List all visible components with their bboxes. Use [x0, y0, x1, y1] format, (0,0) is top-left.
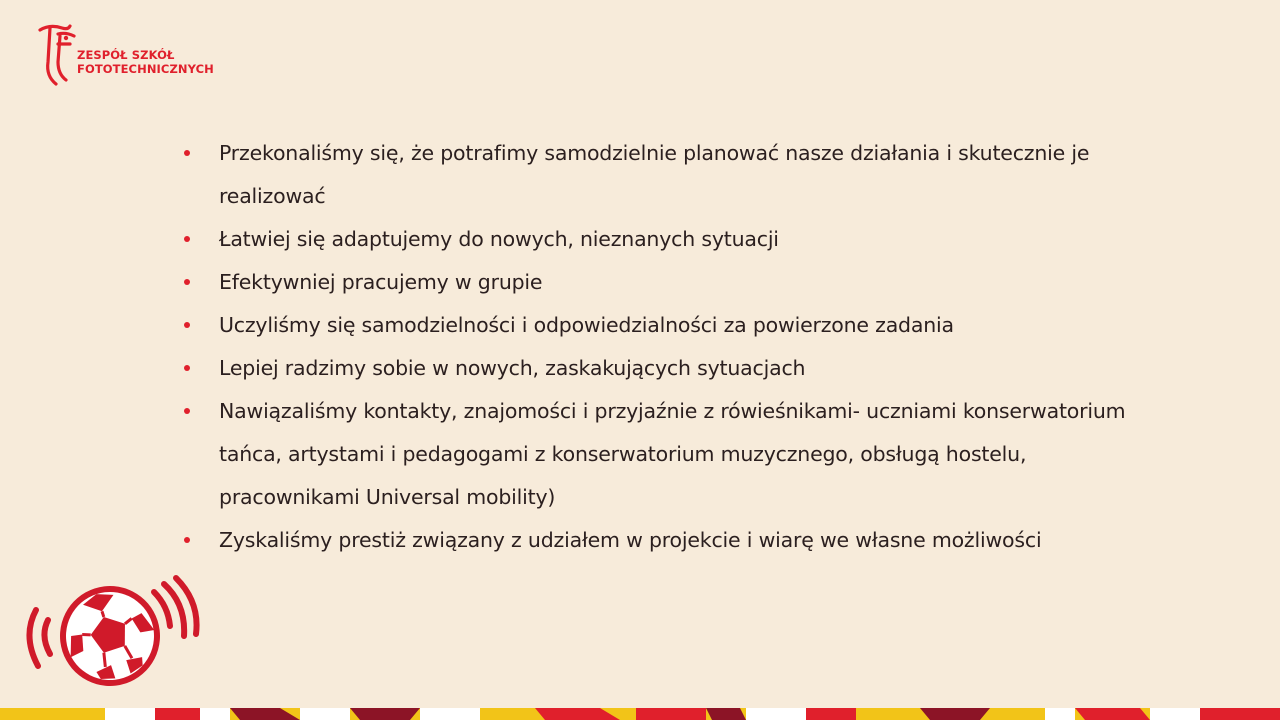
bullet-dot-icon [184, 365, 190, 371]
list-item [180, 304, 1160, 347]
list-item-text: Zyskaliśmy prestiż związany z udziałem w projekcie i wiarę we własne możliwości [219, 528, 1042, 552]
list-item [180, 218, 1160, 261]
soccer-ball-icon [14, 574, 206, 694]
list-item [180, 261, 1160, 304]
list-item-text: Uczyliśmy się samodzielności i odpowiedzialności za powierzone zadania [219, 313, 954, 337]
bullet-dot-icon [184, 279, 190, 285]
list-item-text: Efektywniej pracujemy w grupie [219, 270, 543, 294]
list-item [180, 347, 1160, 390]
bullet-dot-icon [184, 322, 190, 328]
list-item [180, 390, 1160, 519]
list-item-text: Nawiązaliśmy kontakty, znajomości i przyjaźnie z rówieśnikami- uczniami konserwatorium tańca, artystami i pedagogami z konserwatorium muzycznego, obsługą hostelu, pracownikami Universal mobility) [219, 399, 1126, 509]
list-item [180, 519, 1160, 562]
logo-line-2: FOTOTECHNICZNYCH [77, 62, 214, 76]
logo-line-1: ZESPÓŁ SZKÓŁ [77, 48, 175, 62]
logo-text [77, 48, 214, 76]
decorative-stripe [0, 708, 1280, 720]
list-item-text: Przekonaliśmy się, że potrafimy samodzielnie planować nasze działania i skutecznie je realizować [219, 141, 1090, 208]
bullet-dot-icon [184, 150, 190, 156]
school-logo [36, 22, 236, 92]
bullet-dot-icon [184, 236, 190, 242]
list-item-text: Lepiej radzimy sobie w nowych, zaskakujących sytuacjach [219, 356, 806, 380]
bullet-dot-icon [184, 408, 190, 414]
list-item-text: Łatwiej się adaptujemy do nowych, nieznanych sytuacji [219, 227, 779, 251]
bullet-dot-icon [184, 537, 190, 543]
bullet-list [180, 132, 1160, 562]
logo-mark-icon [36, 22, 80, 88]
bullet-list-container [180, 132, 1160, 562]
list-item [180, 132, 1160, 218]
